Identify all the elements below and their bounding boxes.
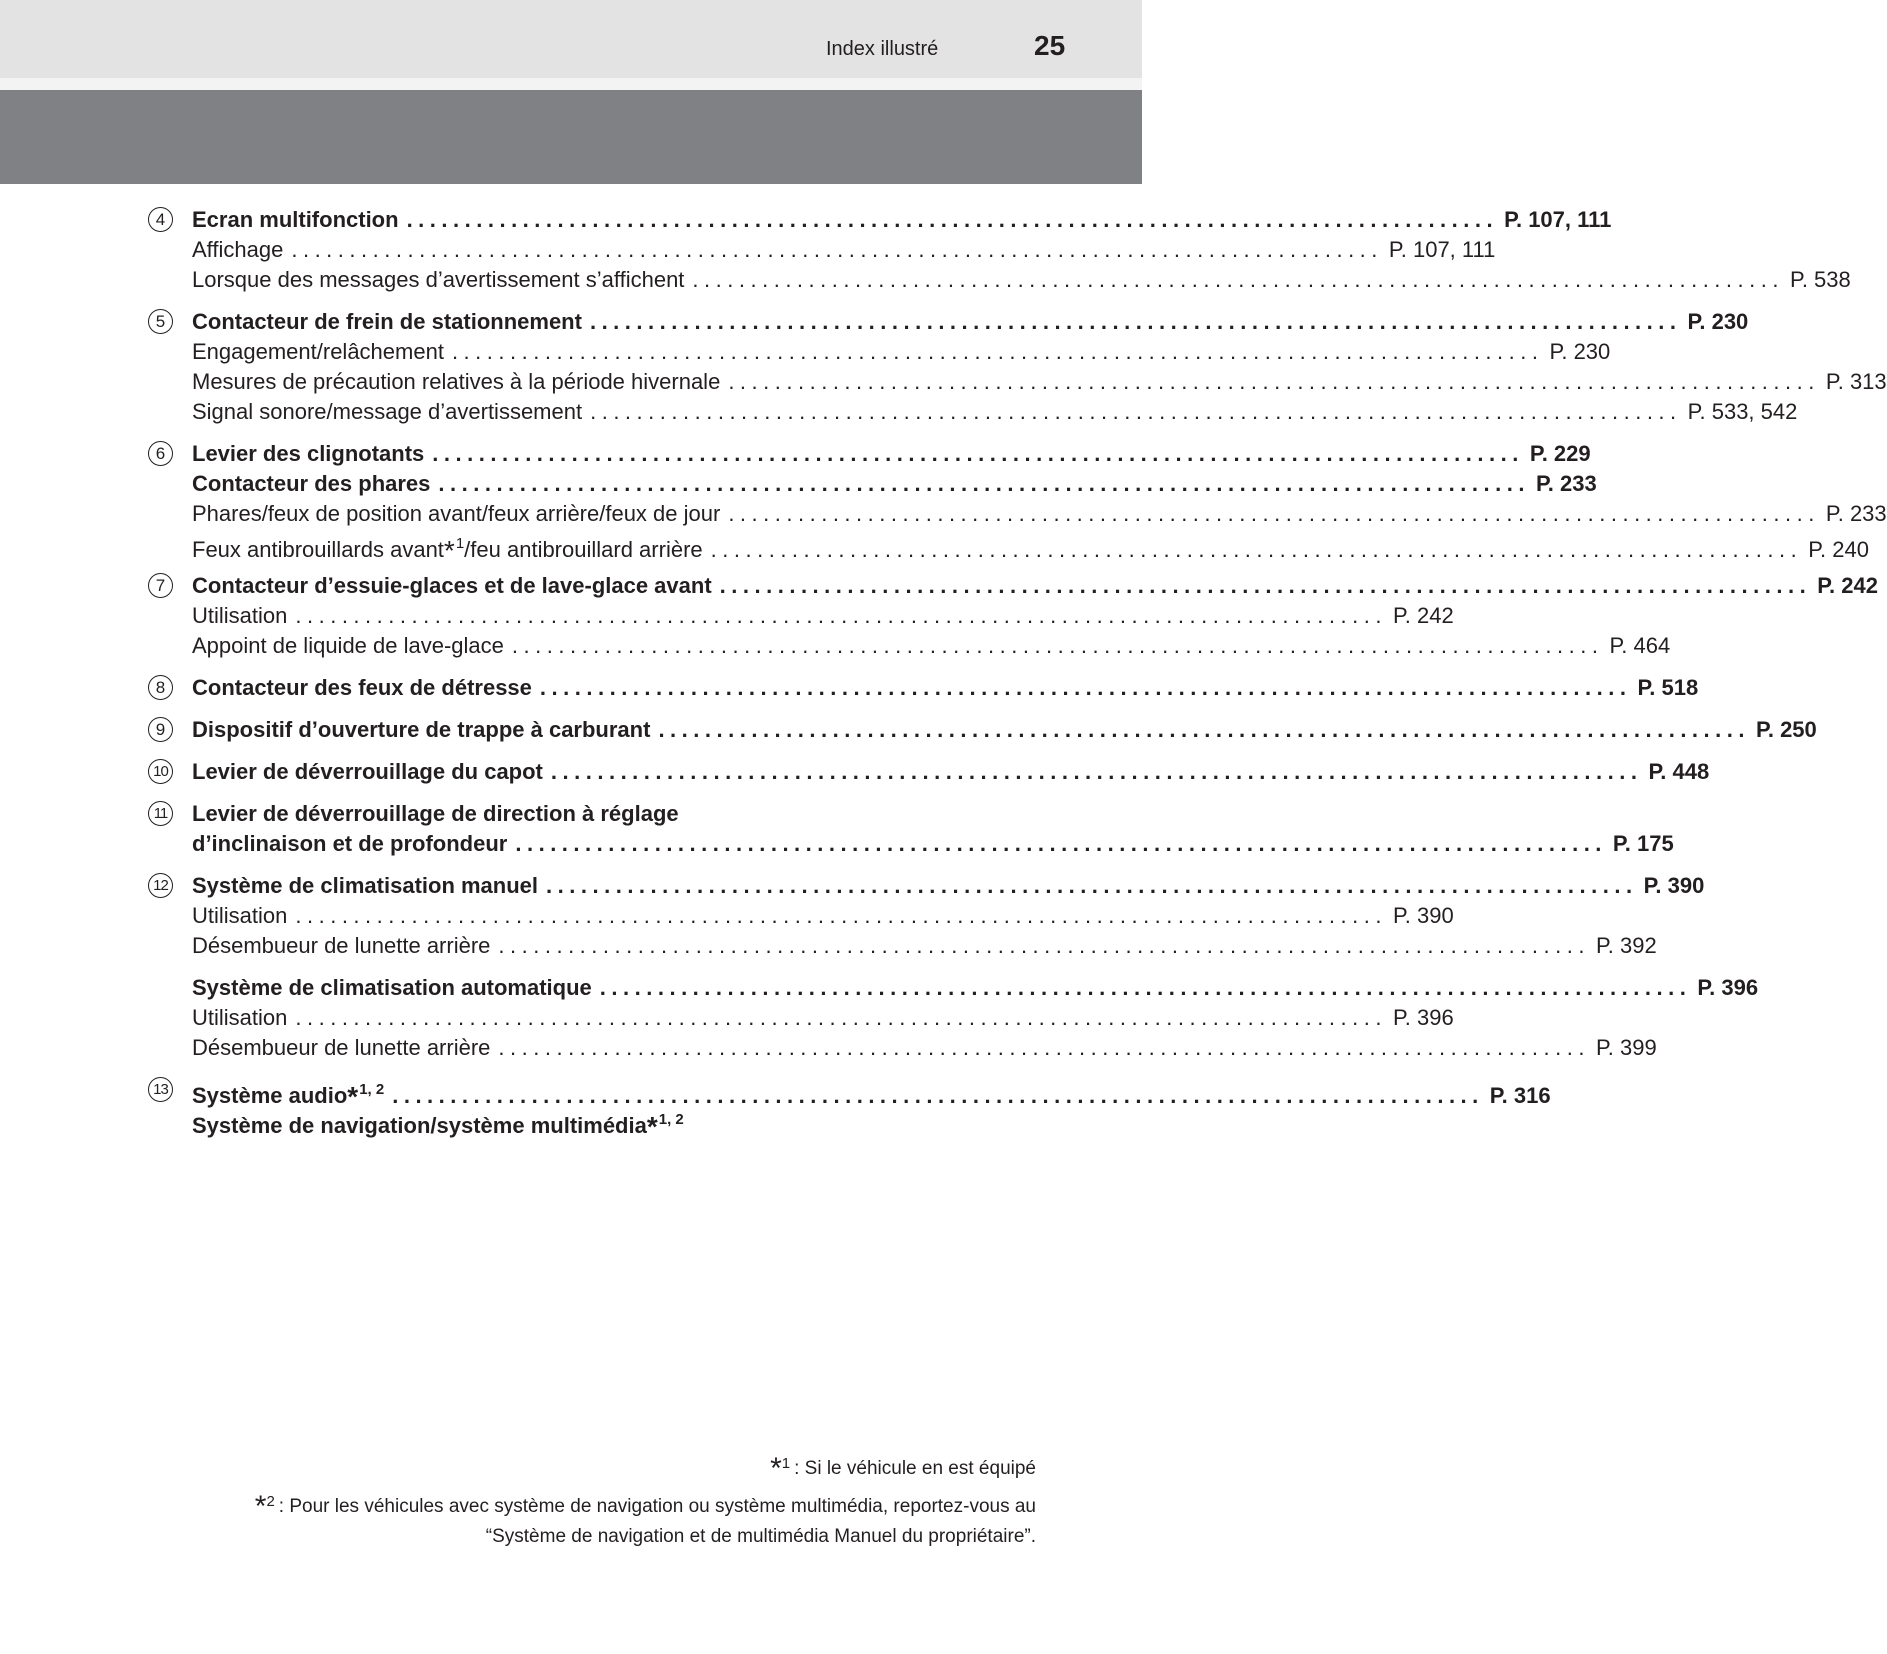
entry-label: Engagement/relâchement bbox=[192, 339, 444, 364]
entry-label: Utilisation bbox=[192, 1005, 288, 1030]
index-entry bbox=[192, 715, 1817, 745]
page-ref: P. 396 bbox=[1392, 1005, 1454, 1030]
footnote-ref: 1, 2 bbox=[658, 1111, 684, 1128]
index-entry bbox=[192, 973, 1759, 1003]
index-entry bbox=[192, 829, 1674, 859]
index-entry bbox=[192, 397, 1798, 427]
callout-marker-13: 13 bbox=[148, 1077, 173, 1102]
section-title: Index illustré bbox=[826, 38, 939, 60]
page-ref: P. 533, 542 bbox=[1687, 399, 1798, 424]
index-entry bbox=[192, 901, 1454, 931]
index-entry bbox=[192, 631, 1671, 661]
dot-leader: .............................................................................................. bbox=[692, 267, 1784, 292]
index-entry bbox=[192, 799, 988, 829]
callout-marker-12: 12 bbox=[148, 873, 173, 898]
dot-leader: .............................................................................................. bbox=[511, 633, 1604, 658]
index-entry bbox=[192, 1033, 1657, 1063]
index-entry bbox=[192, 235, 1496, 265]
footnote-text: : Si le véhicule en est équipé bbox=[794, 1458, 1036, 1479]
entry-label: Utilisation bbox=[192, 603, 288, 628]
callout-marker-8: 8 bbox=[148, 675, 173, 700]
callout-marker-4: 4 bbox=[148, 207, 173, 232]
dot-leader: .............................................................................................. bbox=[539, 675, 1632, 700]
entry-label-start: Système de navigation/système multimédia bbox=[192, 1113, 647, 1138]
page-ref: P. 242 bbox=[1817, 573, 1878, 598]
index-entry bbox=[192, 673, 1699, 703]
dot-leader: .............................................................................................. bbox=[589, 309, 1682, 334]
dot-leader: .............................................................................................. bbox=[451, 339, 1544, 364]
dot-leader: .............................................................................................. bbox=[295, 603, 1387, 628]
entry-label: Phares/feux de position avant/feux arrière/feux de jour bbox=[192, 501, 721, 526]
entry-label: Utilisation bbox=[192, 903, 288, 928]
footnote-number: 2 bbox=[266, 1493, 275, 1510]
index-entry bbox=[192, 337, 1611, 367]
entry-label: Contacteur des feux de détresse bbox=[192, 675, 532, 700]
page-ref: P. 107, 111 bbox=[1388, 237, 1496, 262]
entry-label-end: /feu antibrouillard arrière bbox=[464, 537, 703, 562]
page-number: 25 bbox=[1034, 30, 1066, 61]
entry-label: Levier des clignotants bbox=[192, 441, 425, 466]
entry-label: Appoint de liquide de lave-glace bbox=[192, 633, 504, 658]
page-ref: P. 518 bbox=[1637, 675, 1699, 700]
dot-leader: .............................................................................................. bbox=[599, 975, 1692, 1000]
page-ref: P. 233 bbox=[1825, 501, 1887, 526]
index-entry bbox=[192, 871, 1705, 901]
index-entry bbox=[192, 1075, 1551, 1112]
footnote-asterisk: * bbox=[347, 1081, 359, 1112]
dot-leader: .............................................................................................. bbox=[719, 573, 1812, 598]
dot-leader: .............................................................................................. bbox=[710, 537, 1803, 562]
entry-label: Système de climatisation automatique bbox=[192, 975, 592, 1000]
entry-label: Signal sonore/message d’avertissement bbox=[192, 399, 583, 424]
entry-label: Affichage bbox=[192, 237, 284, 262]
dot-leader: .............................................................................................. bbox=[515, 831, 1607, 856]
callout-marker-9: 9 bbox=[148, 717, 173, 742]
entry-label: Système de climatisation manuel bbox=[192, 873, 539, 898]
index-entry bbox=[192, 757, 1710, 787]
dot-leader: .............................................................................................. bbox=[406, 207, 1499, 232]
dot-leader: .............................................................................................. bbox=[432, 441, 1524, 466]
page-ref: P. 230 bbox=[1687, 309, 1749, 334]
footnote-asterisk: * bbox=[646, 1111, 658, 1142]
page-ref: P. 399 bbox=[1595, 1035, 1657, 1060]
entry-label: Contacteur de frein de stationnement bbox=[192, 309, 582, 334]
page-ref: P. 233 bbox=[1535, 471, 1597, 496]
dot-leader: .............................................................................................. bbox=[438, 471, 1530, 496]
page-ref: P. 229 bbox=[1529, 441, 1591, 466]
callout-marker-7: 7 bbox=[148, 573, 173, 598]
dot-leader: .............................................................................................. bbox=[546, 873, 1638, 898]
entry-label: Levier de déverrouillage du capot bbox=[192, 759, 543, 784]
entry-label: Désembueur de lunette arrière bbox=[192, 1035, 491, 1060]
index-entry bbox=[192, 307, 1749, 337]
entry-label-start: Feux antibrouillards avant bbox=[192, 537, 444, 562]
index-entry bbox=[192, 499, 1887, 529]
index-entry bbox=[192, 1003, 1454, 1033]
page-ref: P. 538 bbox=[1789, 267, 1851, 292]
footnote-asterisk: * bbox=[443, 535, 455, 566]
header-divider bbox=[0, 78, 1142, 90]
page-ref: P. 175 bbox=[1612, 831, 1674, 856]
dot-leader: .............................................................................................. bbox=[590, 399, 1682, 424]
footnote-ref: 1, 2 bbox=[359, 1081, 385, 1098]
dot-leader: .............................................................................................. bbox=[295, 903, 1387, 928]
footnote-asterisk: * bbox=[770, 1452, 782, 1485]
dot-leader: .............................................................................................. bbox=[498, 933, 1590, 958]
page-ref: P. 313 bbox=[1825, 369, 1887, 394]
entry-label: d’inclinaison et de profondeur bbox=[192, 831, 508, 856]
dot-leader: .............................................................................................. bbox=[291, 237, 1383, 262]
footnote-number: 1 bbox=[781, 1455, 791, 1472]
dot-leader: .............................................................................................. bbox=[295, 1005, 1387, 1030]
dot-leader: .............................................................................................. bbox=[658, 717, 1750, 742]
entry-label: Levier de déverrouillage de direction à réglage bbox=[192, 801, 679, 826]
page-ref: P. 230 bbox=[1549, 339, 1611, 364]
section-banner bbox=[0, 90, 1142, 184]
index-entry bbox=[192, 601, 1454, 631]
index-entry bbox=[192, 439, 1591, 469]
index-entry bbox=[192, 205, 1612, 235]
entry-label: Mesures de précaution relatives à la période hivernale bbox=[192, 369, 721, 394]
dot-leader: .............................................................................................. bbox=[498, 1035, 1590, 1060]
footnote-2-continued bbox=[486, 1526, 1036, 1548]
index-entry bbox=[192, 571, 1878, 601]
dot-leader: .............................................................................................. bbox=[550, 759, 1643, 784]
footnote-1 bbox=[770, 1452, 1036, 1486]
footnote-asterisk: * bbox=[254, 1490, 267, 1523]
page-ref: P. 392 bbox=[1595, 933, 1657, 958]
callout-marker-11: 11 bbox=[148, 801, 173, 826]
header-band bbox=[0, 0, 1142, 78]
entry-label: Ecran multifonction bbox=[192, 207, 399, 232]
entry-label: Contacteur d’essuie-glaces et de lave-glace avant bbox=[192, 573, 712, 598]
index-entry bbox=[192, 469, 1597, 499]
index-entry bbox=[192, 265, 1851, 295]
index-entry bbox=[192, 931, 1657, 961]
callout-marker-5: 5 bbox=[148, 309, 173, 334]
page-ref: P. 390 bbox=[1392, 903, 1454, 928]
page-ref: P. 316 bbox=[1489, 1083, 1551, 1108]
page-ref: P. 448 bbox=[1648, 759, 1710, 784]
dot-leader: .............................................................................................. bbox=[392, 1083, 1484, 1108]
footnote-2 bbox=[255, 1490, 1036, 1524]
index-entry bbox=[192, 529, 1869, 566]
callout-marker-6: 6 bbox=[148, 441, 173, 466]
dot-leader: .............................................................................................. bbox=[728, 501, 1820, 526]
footnote-text: : Pour les véhicules avec système de navigation ou système multimédia, reportez-vous au bbox=[278, 1496, 1036, 1517]
page-ref: P. 396 bbox=[1697, 975, 1759, 1000]
page-ref: P. 242 bbox=[1392, 603, 1454, 628]
page-ref: P. 107, 111 bbox=[1504, 207, 1612, 232]
page-ref: P. 250 bbox=[1756, 717, 1817, 742]
callout-marker-10: 10 bbox=[148, 759, 173, 784]
entry-label: Dispositif d’ouverture de trappe à carburant bbox=[192, 717, 651, 742]
dot-leader: .............................................................................................. bbox=[728, 369, 1820, 394]
page-ref: P. 464 bbox=[1609, 633, 1671, 658]
entry-label bbox=[192, 1105, 684, 1142]
page-ref: P. 240 bbox=[1808, 537, 1869, 562]
footnote-text: “Système de navigation et de multimédia Manuel du propriétaire”. bbox=[485, 1526, 1036, 1547]
page-ref: P. 390 bbox=[1643, 873, 1705, 898]
entry-label bbox=[192, 529, 703, 566]
entry-label: Désembueur de lunette arrière bbox=[192, 933, 491, 958]
index-entry bbox=[192, 1105, 988, 1142]
entry-label: Contacteur des phares bbox=[192, 471, 431, 496]
entry-label-start: Système audio bbox=[192, 1083, 348, 1108]
footnote-ref: 1 bbox=[455, 535, 465, 552]
entry-label: Lorsque des messages d’avertissement s’affichent bbox=[192, 267, 685, 292]
index-entry bbox=[192, 367, 1887, 397]
